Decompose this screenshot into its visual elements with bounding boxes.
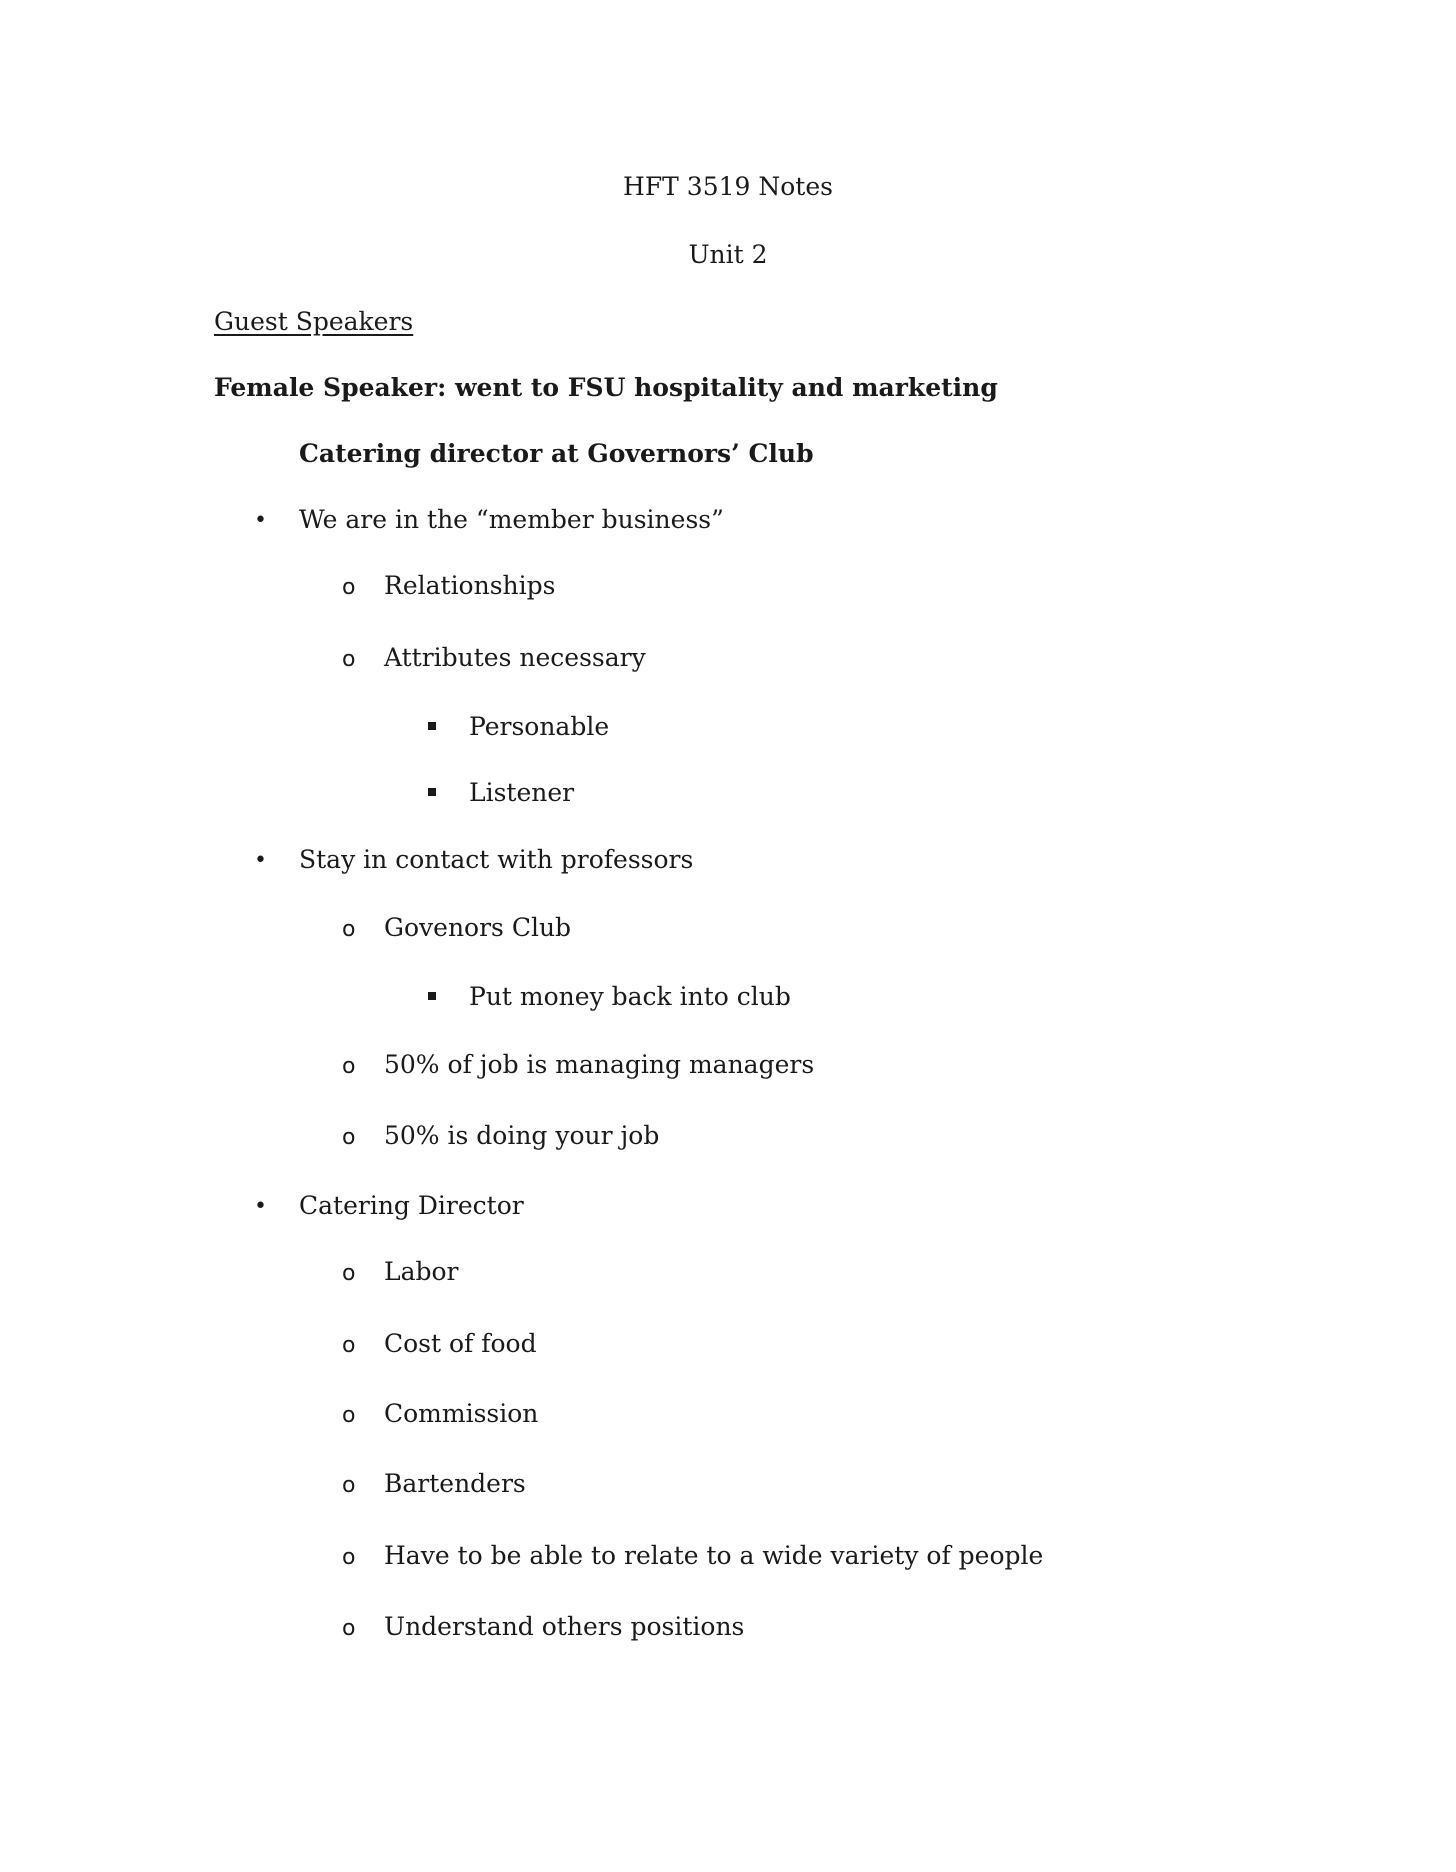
circle-marker: o bbox=[342, 1125, 356, 1150]
list-item: Cost of food bbox=[384, 1329, 537, 1358]
square-marker-icon bbox=[428, 992, 436, 1000]
list-item: Govenors Club bbox=[384, 913, 572, 942]
list-item: 50% is doing your job bbox=[384, 1121, 660, 1150]
list-item: Understand others positions bbox=[384, 1612, 745, 1641]
circle-marker: o bbox=[342, 1616, 356, 1641]
list-item: Relationships bbox=[384, 571, 556, 600]
list-item: 50% of job is managing managers bbox=[384, 1050, 815, 1079]
list-item: We are in the “member business” bbox=[299, 505, 724, 534]
bullet-marker: • bbox=[254, 1194, 267, 1219]
speaker-heading: Female Speaker: went to FSU hospitality and marketing bbox=[214, 373, 998, 402]
circle-marker: o bbox=[342, 1473, 356, 1498]
circle-marker: o bbox=[342, 647, 356, 672]
list-item: Bartenders bbox=[384, 1469, 526, 1498]
circle-marker: o bbox=[342, 1333, 356, 1358]
circle-marker: o bbox=[342, 1054, 356, 1079]
list-item: Commission bbox=[384, 1399, 539, 1428]
list-item: Personable bbox=[469, 712, 610, 741]
section-heading: Guest Speakers bbox=[214, 307, 414, 336]
square-marker-icon bbox=[428, 722, 436, 730]
list-item: Listener bbox=[469, 778, 575, 807]
circle-marker: o bbox=[342, 1545, 356, 1570]
square-marker-icon bbox=[428, 788, 436, 796]
list-item: Put money back into club bbox=[469, 982, 791, 1011]
list-item: Attributes necessary bbox=[384, 643, 646, 672]
document-subtitle: Unit 2 bbox=[688, 240, 768, 269]
speaker-role: Catering director at Governors’ Club bbox=[299, 439, 814, 468]
list-item: Catering Director bbox=[299, 1191, 524, 1220]
bullet-marker: • bbox=[254, 508, 267, 533]
list-item: Stay in contact with professors bbox=[299, 845, 694, 874]
circle-marker: o bbox=[342, 1261, 356, 1286]
bullet-marker: • bbox=[254, 848, 267, 873]
list-item: Labor bbox=[384, 1257, 459, 1286]
circle-marker: o bbox=[342, 917, 356, 942]
document-title: HFT 3519 Notes bbox=[623, 172, 833, 201]
circle-marker: o bbox=[342, 575, 356, 600]
circle-marker: o bbox=[342, 1403, 356, 1428]
list-item: Have to be able to relate to a wide variety of people bbox=[384, 1541, 1044, 1570]
